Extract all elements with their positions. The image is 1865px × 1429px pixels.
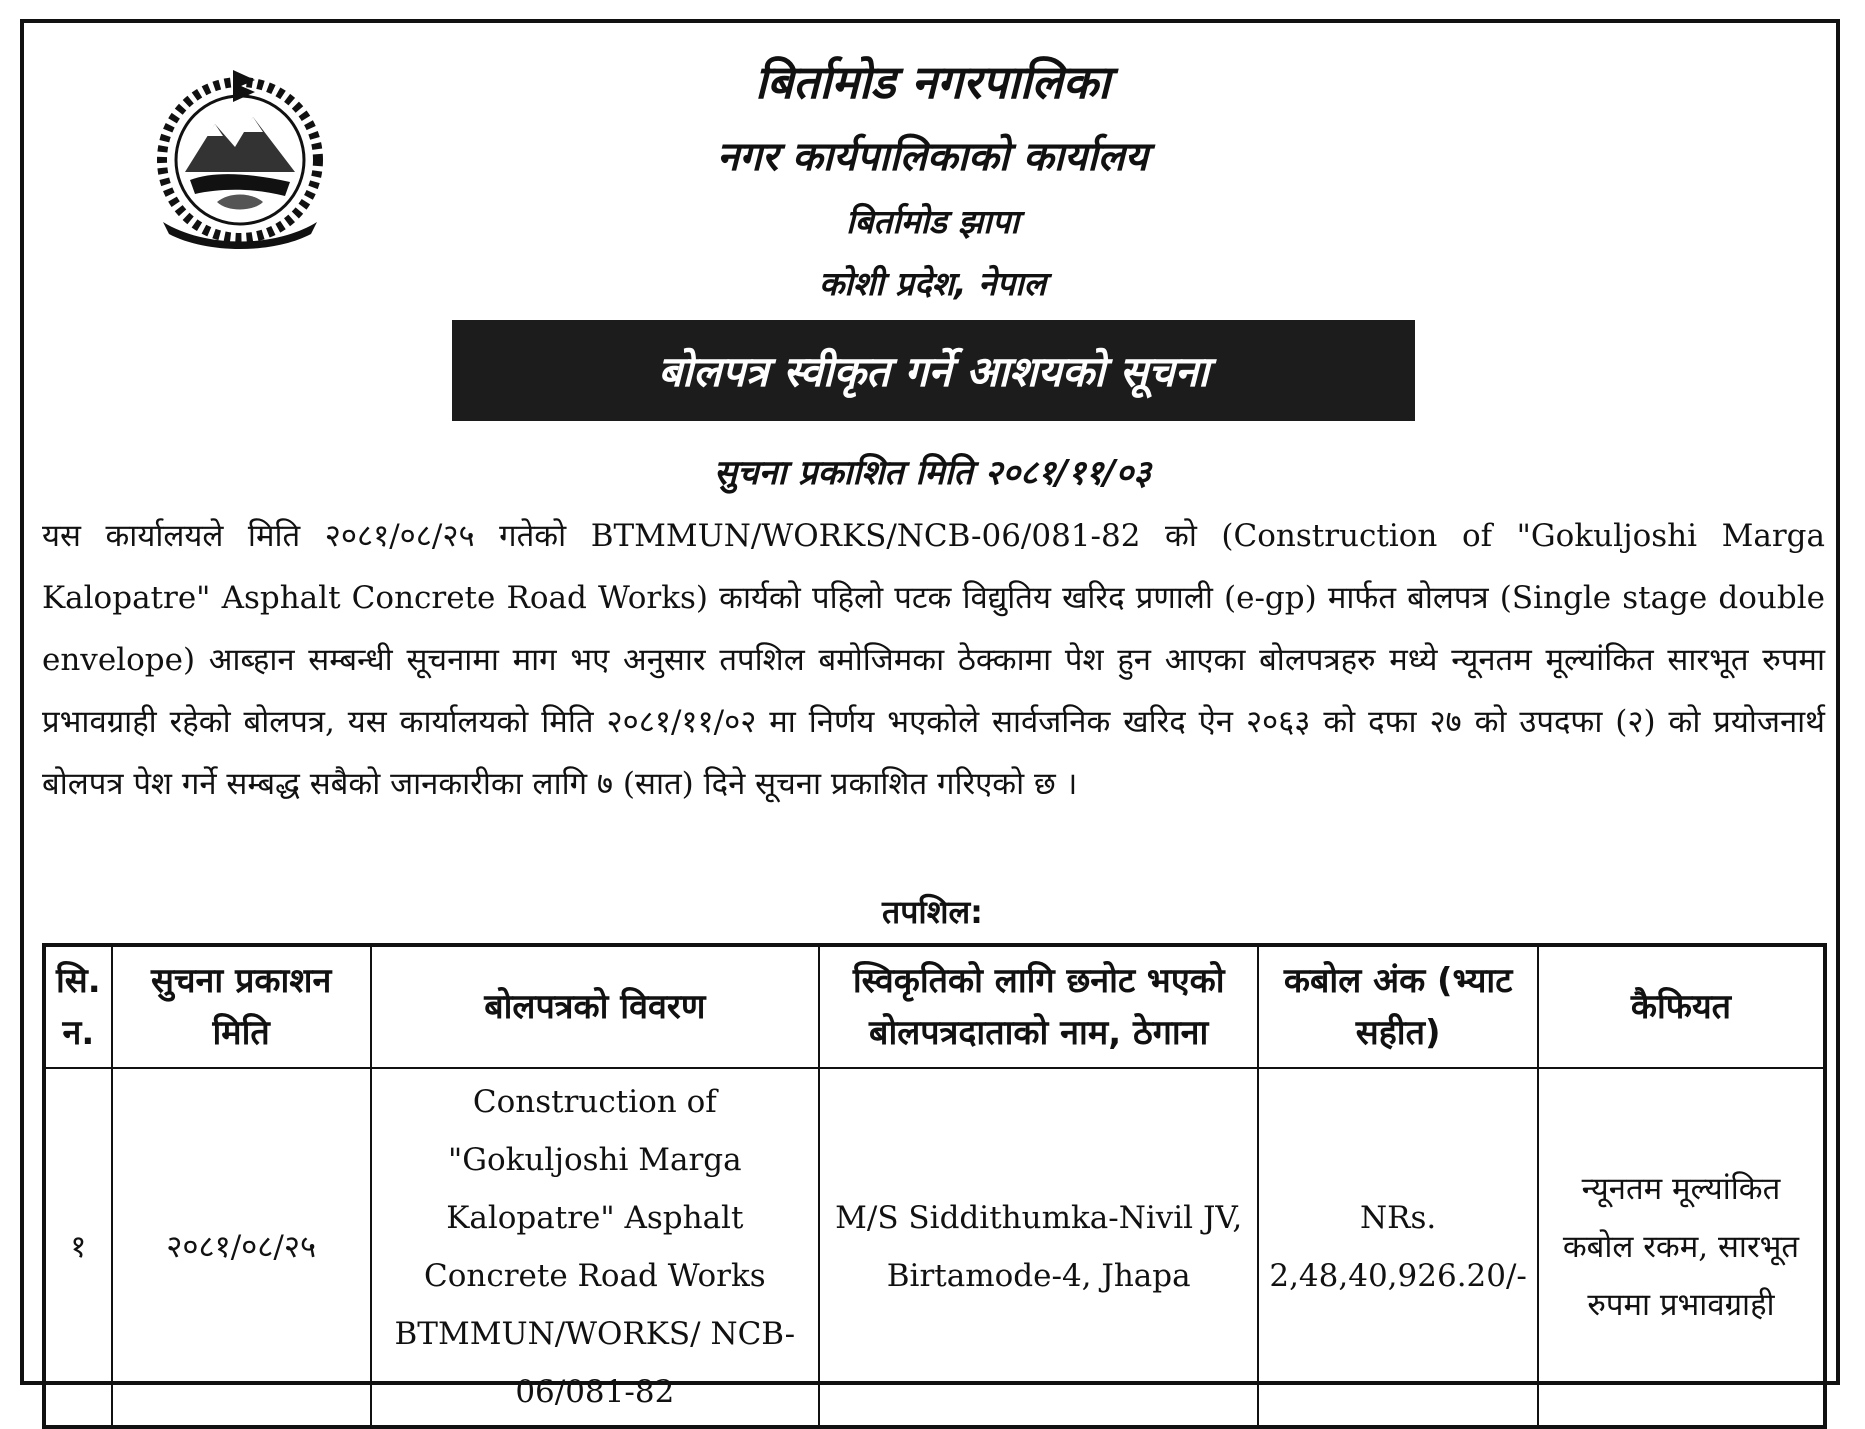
table-row: [44, 1068, 1825, 1427]
col-header-bidder: स्विकृतिको लागि छनोट भएको बोलपत्रदाताको नाम, ठेगाना: [819, 945, 1258, 1068]
notice-body: यस कार्यालयले मिति २०८१/०८/२५ गतेको BTMMUN/WORKS/NCB-06/081-82 को (Construction of "Gokuljoshi Marga Kalopatre" Asphalt Concrete Road Works) कार्यको पहिलो पटक विद्युतिय खरिद प्रणाली (e-gp) मार्फत बोलपत्र (Single stage double envelope) आब्हान सम्बन्धी सूचनामा माग भए अनुसार तपशिल बमोजिमका ठेक्कामा पेश हुन आएका बोलपत्रहरु मध्ये न्यूनतम मूल्यांकित सारभूत रुपमा प्रभावग्राही रहेको बोलपत्र, यस कार्यालयको मिति २०८१/११/०२ मा निर्णय भएकोले सार्वजनिक खरिद ऐन २०६३ को दफा २७ को उपदफा (२) को प्रयोजनार्थ बोलपत्र पेश गर्ने सम्बद्ध सबैको जानकारीका लागि ७ (सात) दिने सूचना प्रकाशित गरिएको छ ।: [42, 518, 1825, 802]
table-header-row: [44, 945, 1825, 1068]
cell-sn: १: [44, 1068, 112, 1427]
bid-details-table: [42, 943, 1827, 1429]
cell-bidder: M/S Siddithumka-Nivil JV, Birtamode-4, Jhapa: [819, 1068, 1258, 1427]
cell-amount: NRs. 2,48,40,926.20/-: [1258, 1068, 1538, 1427]
notice-title-banner: [452, 320, 1415, 421]
cell-description: Construction of "Gokuljoshi Marga Kalopatre" Asphalt Concrete Road Works BTMMUN/WORKS/ NCB-06/081-82: [371, 1068, 819, 1427]
col-header-notice-date: सुचना प्रकाशन मिति: [112, 945, 371, 1068]
details-heading: तपशिल:: [882, 893, 983, 931]
publish-date: सुचना प्रकाशित मिति २०८१/११/०३: [714, 453, 1151, 493]
notice-title: बोलपत्र स्वीकृत गर्ने आशयको सूचना: [658, 347, 1209, 396]
municipality-name: बिर्तामोड नगरपालिका: [755, 55, 1110, 109]
col-header-remarks: कैफियत: [1538, 945, 1825, 1068]
col-header-sn: सि. न.: [44, 945, 112, 1068]
cell-notice-date: २०८१/०८/२५: [112, 1068, 371, 1427]
office-name: नगर कार्यपालिकाको कार्यालय: [717, 134, 1148, 180]
col-header-description: बोलपत्रको विवरण: [371, 945, 819, 1068]
cell-remarks: न्यूनतम मूल्यांकित कबोल रकम, सारभूत रुपमा प्रभावग्राही: [1538, 1068, 1825, 1427]
col-header-amount: कबोल अंक (भ्याट सहीत): [1258, 945, 1538, 1068]
province-country: कोशी प्रदेश, नेपाल: [818, 264, 1047, 303]
office-location: बिर्तामोड झापा: [846, 202, 1019, 241]
